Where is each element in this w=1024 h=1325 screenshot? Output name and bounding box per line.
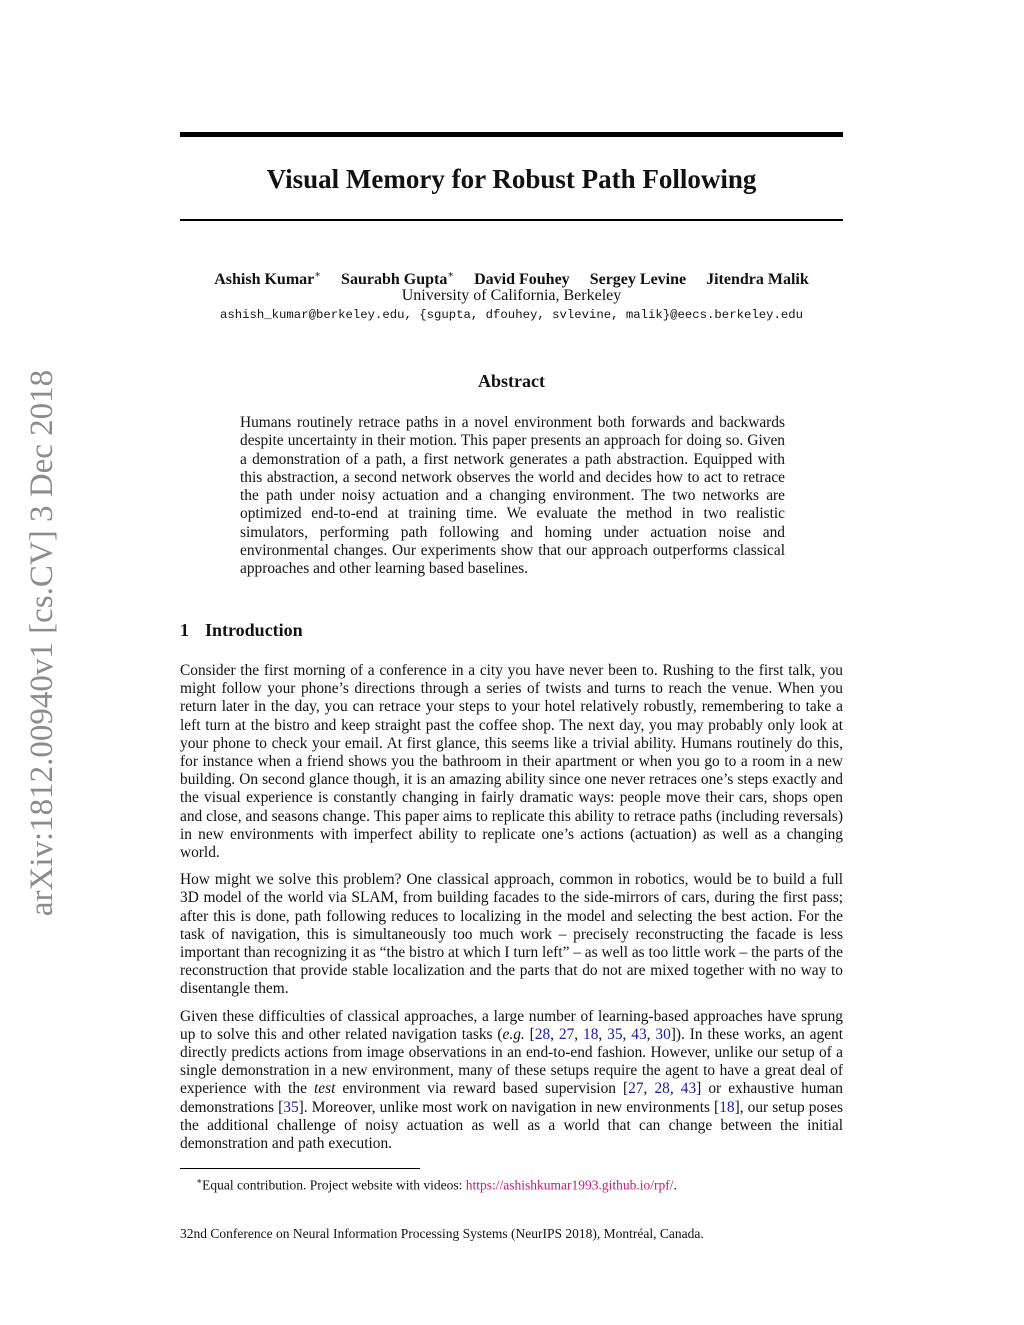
paragraph-text: ]. Moreover, unlike most work on navigation in new environments [ <box>298 1098 720 1116</box>
paragraph-text: ], our setup poses the additional challenge of noisy actuation as well as a world that can change between the initial demonstration and path execution. <box>180 1098 843 1153</box>
citation-link[interactable]: 18 <box>583 1025 599 1043</box>
paragraph-text: Given these difficulties of classical approaches, a large number of learning-based approaches have sprung up to solve this and other related navigation tasks ( <box>180 1007 843 1043</box>
affiliation: University of California, Berkeley <box>401 287 622 304</box>
paragraph-text: ] or exhaustive human demonstrations [ <box>180 1080 843 1116</box>
emphasis: test <box>313 1080 336 1098</box>
paragraph: Consider the first morning of a conference in a city you have never been to. Rushing to the first talk, you might follow your phone’s directions through a series of twists and turns to reach the venue. When you return later in the day, you can retrace your steps to your hotel relatively robustly, remembering to take a left turn at the bistro and keep straight past the coffee shop. The next day, you may probably only look at your phone to check your email. At first glance, this seems like a trivial ability. Humans routinely do this, for instance when a friend shows you the bathroom in their apartment or when you go to a room in a new building. On second glance though, it is an amazing ability since one never retraces one’s steps exactly and the visual experience is constantly changing in fairly dramatic ways: people move their cars, shops open and close, and seasons change. This paper aims to replicate this ability to retrace paths (including reversals) in new environments with imperfect ability to replicate one’s actions (actuation) as well as a changing world. <box>180 662 843 862</box>
paragraph-text: [ <box>524 1025 535 1043</box>
citation-link[interactable]: 43 <box>680 1080 697 1098</box>
citation-link[interactable]: 35 <box>283 1098 299 1116</box>
footnote <box>196 1173 677 1194</box>
author-mark: ∗ <box>314 270 322 281</box>
title-rule-top <box>180 132 843 137</box>
paragraph: How might we solve this problem? One classical approach, common in robotics, would be to build a full 3D model of the world via SLAM, from building facades to the side-mirrors of cars, during the first pass; after this is done, path following reduces to localizing in the model and selecting the best action. For the task of navigation, this is simultaneously too much work – precisely reconstructing the facade is less important than recognizing it as “the bistro at which I turn left” – as well as too little work – the parts of the reconstruction that provide stable localization and the parts that do not are mixed together with no way to disentangle them. <box>180 871 843 998</box>
section-title: Introduction <box>205 620 303 640</box>
citation-link[interactable]: 43 <box>631 1025 647 1043</box>
paragraph: Given these difficulties of classical approaches, a large number of learning-based approaches have sprung up to solve this and other related navigation tasks (e.g. [28, 27, 18, 35, 43, 30]). In these works, an agent directly predicts actions from image observations in an end-to-end fashion. However, unlike our setup of a single demonstration in a new environment, many of these setups require the agent to have a great deal of experience with the test environment via reward based supervision [27, 28, 43] or exhaustive human demonstrations [35]. Moreover, unlike most work on navigation in new environments [18], our setup poses the additional challenge of noisy actuation as well as a world that can change between the initial demonstration and path execution. <box>180 1007 844 1153</box>
section-number: 1 <box>180 620 189 640</box>
paragraph-text: ]). In these works, an agent directly predicts actions from image observations in an end-to-end fashion. However, unlike our setup of a single demonstration in a new environment, many of these setups require the agent to have a great deal of experience with the <box>180 1025 844 1098</box>
author-name: David Fouhey <box>474 271 570 289</box>
citation-link[interactable]: 27 <box>558 1025 575 1043</box>
footnote-rule <box>180 1168 420 1169</box>
author-name: Ashish Kumar <box>214 271 315 289</box>
paper-title: Visual Memory for Robust Path Following <box>266 164 757 194</box>
abstract-text: Humans routinely retrace paths in a novel environment both forwards and backwards despite uncertainty in their motion. This paper presents an approach for doing so. Given a demonstration of a path, a first network generates a path abstraction. Equipped with this abstraction, a second network observes the world and decides how to act to retrace the path under noisy actuation and a changing environment. The two networks are optimized end-to-end at training time. We evaluate the method in two realistic simulators, performing path following and homing under actuation noise and environmental changes. Our experiments show that our approach outperforms classical approaches and other learning based baselines. <box>240 414 785 578</box>
author-mark: ∗ <box>447 270 455 281</box>
author-name: Saurabh Gupta <box>341 271 448 289</box>
author-emails: ashish_kumar@berkeley.edu, {sgupta, dfouhey, svlevine, malik}@eecs.berkeley.edu <box>220 308 803 322</box>
footnote-tail: . <box>673 1177 677 1193</box>
footnote-text: Equal contribution. Project website with videos: <box>202 1177 466 1193</box>
venue-footer: 32nd Conference on Neural Information Processing Systems (NeurIPS 2018), Montréal, Canada. <box>180 1226 704 1241</box>
citation-link[interactable]: 30 <box>655 1025 671 1043</box>
citation-link[interactable]: 28 <box>534 1025 551 1043</box>
introduction-body <box>180 662 843 1162</box>
citation-link[interactable]: 18 <box>719 1098 735 1116</box>
title-rule-bottom <box>180 219 843 221</box>
abstract-heading: Abstract <box>478 371 545 391</box>
author-name: Jitendra Malik <box>706 271 809 289</box>
section-heading-introduction <box>180 619 303 641</box>
citation-link[interactable]: 28 <box>654 1080 670 1098</box>
footnote-mark: ∗ <box>196 1176 203 1186</box>
project-website-link[interactable]: https://ashishkumar1993.github.io/rpf/ <box>465 1177 674 1193</box>
author-name: Sergey Levine <box>589 271 687 289</box>
citation-link[interactable]: 35 <box>607 1025 623 1043</box>
citation-link[interactable]: 27 <box>628 1080 644 1098</box>
paragraph-text: environment via reward based supervision [ <box>335 1080 629 1098</box>
arxiv-stamp: arXiv:1812.00940v1 [cs.CV] 3 Dec 2018 <box>24 369 60 917</box>
eg-abbrev: e.g. <box>502 1025 525 1043</box>
